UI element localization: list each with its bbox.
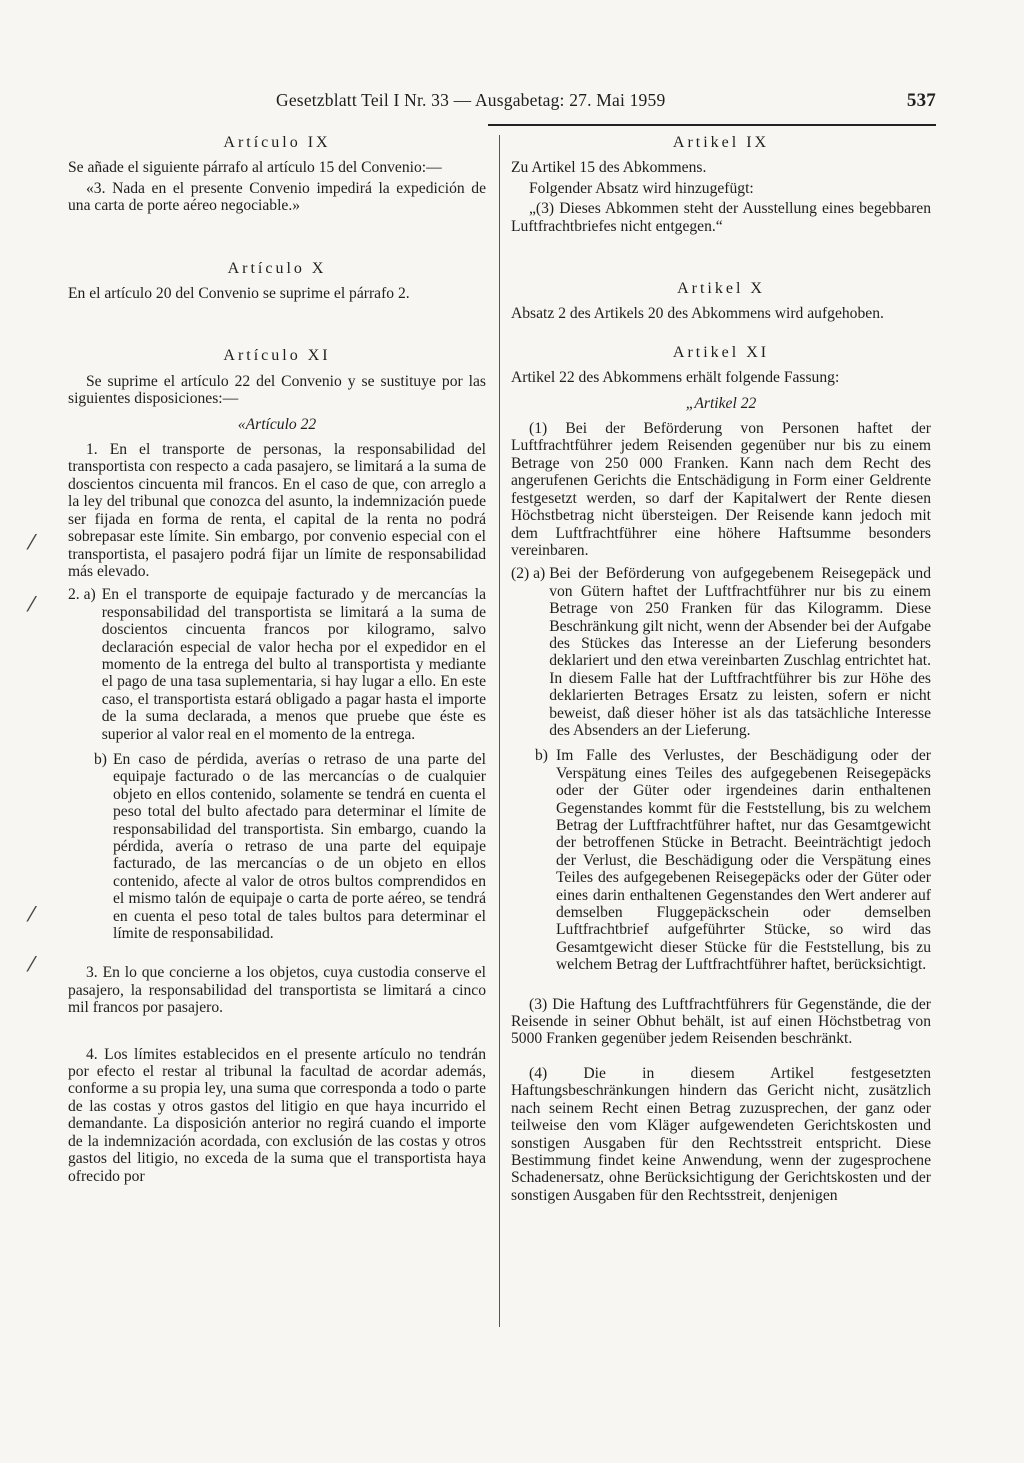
header-rule bbox=[488, 124, 936, 126]
articulo-ix-heading: Artículo IX bbox=[223, 134, 331, 151]
paragraph-2a bbox=[68, 586, 486, 743]
articulo-xi-intro: Se suprime el artículo 22 del Convenio y se sustituye por las siguientes disposiciones:— bbox=[68, 372, 486, 408]
margin-mark: ⁄ bbox=[30, 592, 34, 616]
absatz-2a-text: Bei der Beförderung von aufgegebenem Reisegepäck und von Gütern haftet der Luftfrachtführer nur bis zu einem Betrage von 250 Franken für das Kilogramm. Diese Beschränkung gilt nicht, wenn der Absender bei der Aufgabe des Stückes das Interesse an der Lieferung besonders deklariert und den etwa vereinbarten Zuschlag entrichtet hat. In diesem Falle hat der Luftfrachtführer bis zur Höhe des deklarierten Betrages Ersatz zu leisten, sofern er nicht beweist, daß dieser höher ist als das tatsächliche Interesse des Absenders an der Lieferung. bbox=[549, 565, 931, 739]
articulo-ix-intro: Se añade el siguiente párrafo al artículo 15 del Convenio:— bbox=[68, 159, 442, 177]
absatz-2b-text: Im Falle des Verlustes, der Beschädigung oder der Verspätung eines Teiles des aufgegebenen Reisegepäcks oder der Güter oder irgendeines darin enthaltenen Gegenstandes kommt für die Feststellung, bis zu welchem Betrag der Luftfrachtführer haftet, nur das Gesamtgewicht der betroffenen Stücke in Betracht. Beeinträchtigt jedoch der Verlust, die Beschädigung oder die Verspätung eines Teiles des aufgegebenen Reisegepäcks oder der Güter oder eines darin enthaltenen Gegenstandes den Wert anderer auf demselben Fluggepäckschein oder demselben Luftfrachtbrief aufgeführter Stücke, so wird das Gesamtgewicht dieser Stücke für die Feststellung, bis zu welchem Betrag der Luftfrachtführer haftet, berücksichtigt. bbox=[556, 747, 931, 974]
artikel-22-heading: „Artikel 22 bbox=[685, 394, 757, 412]
articulo-ix-quote: «3. Nada en el presente Convenio impedirá la expedición de una carta de porte aéreo negociable.» bbox=[68, 179, 486, 215]
spanish-column bbox=[68, 130, 486, 1188]
margin-mark: ⁄ bbox=[30, 530, 34, 554]
artikel-ix-quote: „(3) Dieses Abkommen steht der Ausstellung eines begebbaren Luftfrachtbriefes nicht entgegen.“ bbox=[511, 200, 931, 235]
column-divider bbox=[499, 135, 500, 1327]
absatz-4: (4) Die in diesem Artikel festgesetzten Haftungsbeschränkungen hindern das Gericht nicht, zusätzlich nach seinem Recht einen Betrag zuzusprechen, der ganz oder teilweise den vom Kläger aufgewendeten Gerichtskosten und sonstigen Ausgaben für den Rechtsstreit entspricht. Diese Bestimmung findet keine Anwendung, wenn der zugesprochene Schadenersatz, ohne Berücksichtigung der Gerichtskosten und der sonstigen Ausgaben für den Rechtsstreit, denjenigen bbox=[511, 1064, 931, 1204]
artikel-ix-heading: Artikel IX bbox=[672, 134, 770, 151]
artikel-ix-line2: Folgender Absatz wird hinzugefügt: bbox=[529, 179, 754, 197]
articulo-22-heading: «Artículo 22 bbox=[237, 415, 317, 433]
artikel-ix-line1: Zu Artikel 15 des Abkommens. bbox=[511, 159, 707, 177]
paragraph-2b-text: En caso de pérdida, averías o retraso de una parte del equipaje facturado o de las mercancías o de cualquier objeto en ellos contenido, solamente se tendrá en cuenta el peso total del bulto afectado para determinar el límite de responsabilidad del transportista. Sin embargo, cuando la pérdida, avería o retraso de una parte del equipaje facturado, de las mercancías o de un objeto en ellos contenido, afecte al valor de otros bultos comprendidos en el mismo talón de equipaje o carta de porte aéreo, se tendrá en cuenta el peso total de tales bultos para determinar el límite de responsabilidad. bbox=[113, 750, 486, 943]
paragraph-2a-text: En el transporte de equipaje facturado y de mercancías la responsabilidad del transportista se limitará a la suma de doscientos cincuenta francos por kilogramo, salvo declaración especial de valor hecha por el expedidor en el momento de la entrega del bulto al transportista y mediante el pago de una tasa suplementaria, si hay lugar a ello. En este caso, el transportista estará obligado a pagar hasta el importe de la suma declarada, a menos que pruebe que éste es superior al valor real en el momento de la entrega. bbox=[101, 586, 486, 743]
articulo-xi-heading: Artículo XI bbox=[223, 347, 331, 365]
page-number: 537 bbox=[906, 90, 936, 111]
header-title: Gesetzblatt Teil I Nr. 33 — Ausgabetag: 27. Mai 1959 bbox=[276, 90, 666, 110]
paragraph-3: 3. En lo que concierne a los objetos, cuya custodia conserve el pasajero, la responsabilidad del transportista se limitará a cinco mil francos por pasajero. bbox=[68, 964, 486, 1017]
margin-mark: ⁄ bbox=[30, 902, 34, 926]
artikel-xi-intro: Artikel 22 des Abkommens erhält folgende Fassung: bbox=[511, 369, 840, 387]
paragraph-1: 1. En el transporte de personas, la responsabilidad del transportista con respecto a cada pasajero, se limitará a la suma de doscientos cincuenta mil francos. En el caso de que, con arreglo a la ley del tribunal que conozca del asunto, la indemnización puede ser fijada en forma de renta, el capital de la renta no podrá sobrepasar este límite. Sin embargo, por convenio especial con el transportista, el pasajero podrá fijar un límite de responsabilidad más elevado. bbox=[68, 441, 486, 580]
absatz-2b-label: b) bbox=[535, 747, 548, 765]
paragraph-2b bbox=[94, 751, 486, 942]
artikel-x-text: Absatz 2 des Artikels 20 des Abkommens wird aufgehoben. bbox=[511, 305, 884, 323]
paragraph-4: 4. Los límites establecidos en el presente artículo no tendrán por efecto el restar al tribunal la facultad de acordar además, conforme a su propia ley, una suma que corresponda a todo o parte de las costas y otros gastos del litigio en que haya incurrido el demandante. La disposición anterior no regirá cuando el importe de la indemnización acordada, con exclusión de las costas y otros gastos del litigio, no exceda de la suma que el transportista haya ofrecido por bbox=[68, 1045, 486, 1185]
absatz-2a bbox=[511, 565, 931, 739]
articulo-x-text: En el artículo 20 del Convenio se suprime el párrafo 2. bbox=[68, 285, 410, 303]
artikel-xi-heading: Artikel XI bbox=[672, 343, 770, 361]
absatz-2a-label: (2) a) bbox=[511, 565, 546, 583]
page-header bbox=[276, 90, 936, 111]
absatz-2b bbox=[535, 747, 931, 973]
absatz-3: (3) Die Haftung des Luftfrachtführers für Gegenstände, die der Reisende in seiner Obhut behält, ist auf einen Höchstbetrag von 5000 Franken gegenüber jedem Reisenden beschränkt. bbox=[511, 995, 931, 1048]
paragraph-2a-label: 2. a) bbox=[68, 586, 96, 604]
absatz-1: (1) Bei der Beförderung von Personen haftet der Luftfrachtführer jedem Reisenden gegenüber nur bis zu einem Betrage von 250 000 Franken. Kann nach dem Recht des angerufenen Gerichts die Entschädigung in Form einer Geldrente festgesetzt werden, so darf der Kapitalwert der Rente diesen Höchstbetrag nicht übersteigen. Der Reisende kann jedoch mit dem Luftfrachtführer eine höhere Haftsumme besonders vereinbaren. bbox=[511, 420, 931, 559]
paragraph-2b-label: b) bbox=[94, 750, 107, 768]
artikel-x-heading: Artikel X bbox=[677, 280, 765, 298]
articulo-x-heading: Artículo X bbox=[227, 259, 327, 277]
german-column bbox=[511, 130, 931, 1207]
margin-mark: ⁄ bbox=[30, 952, 34, 976]
